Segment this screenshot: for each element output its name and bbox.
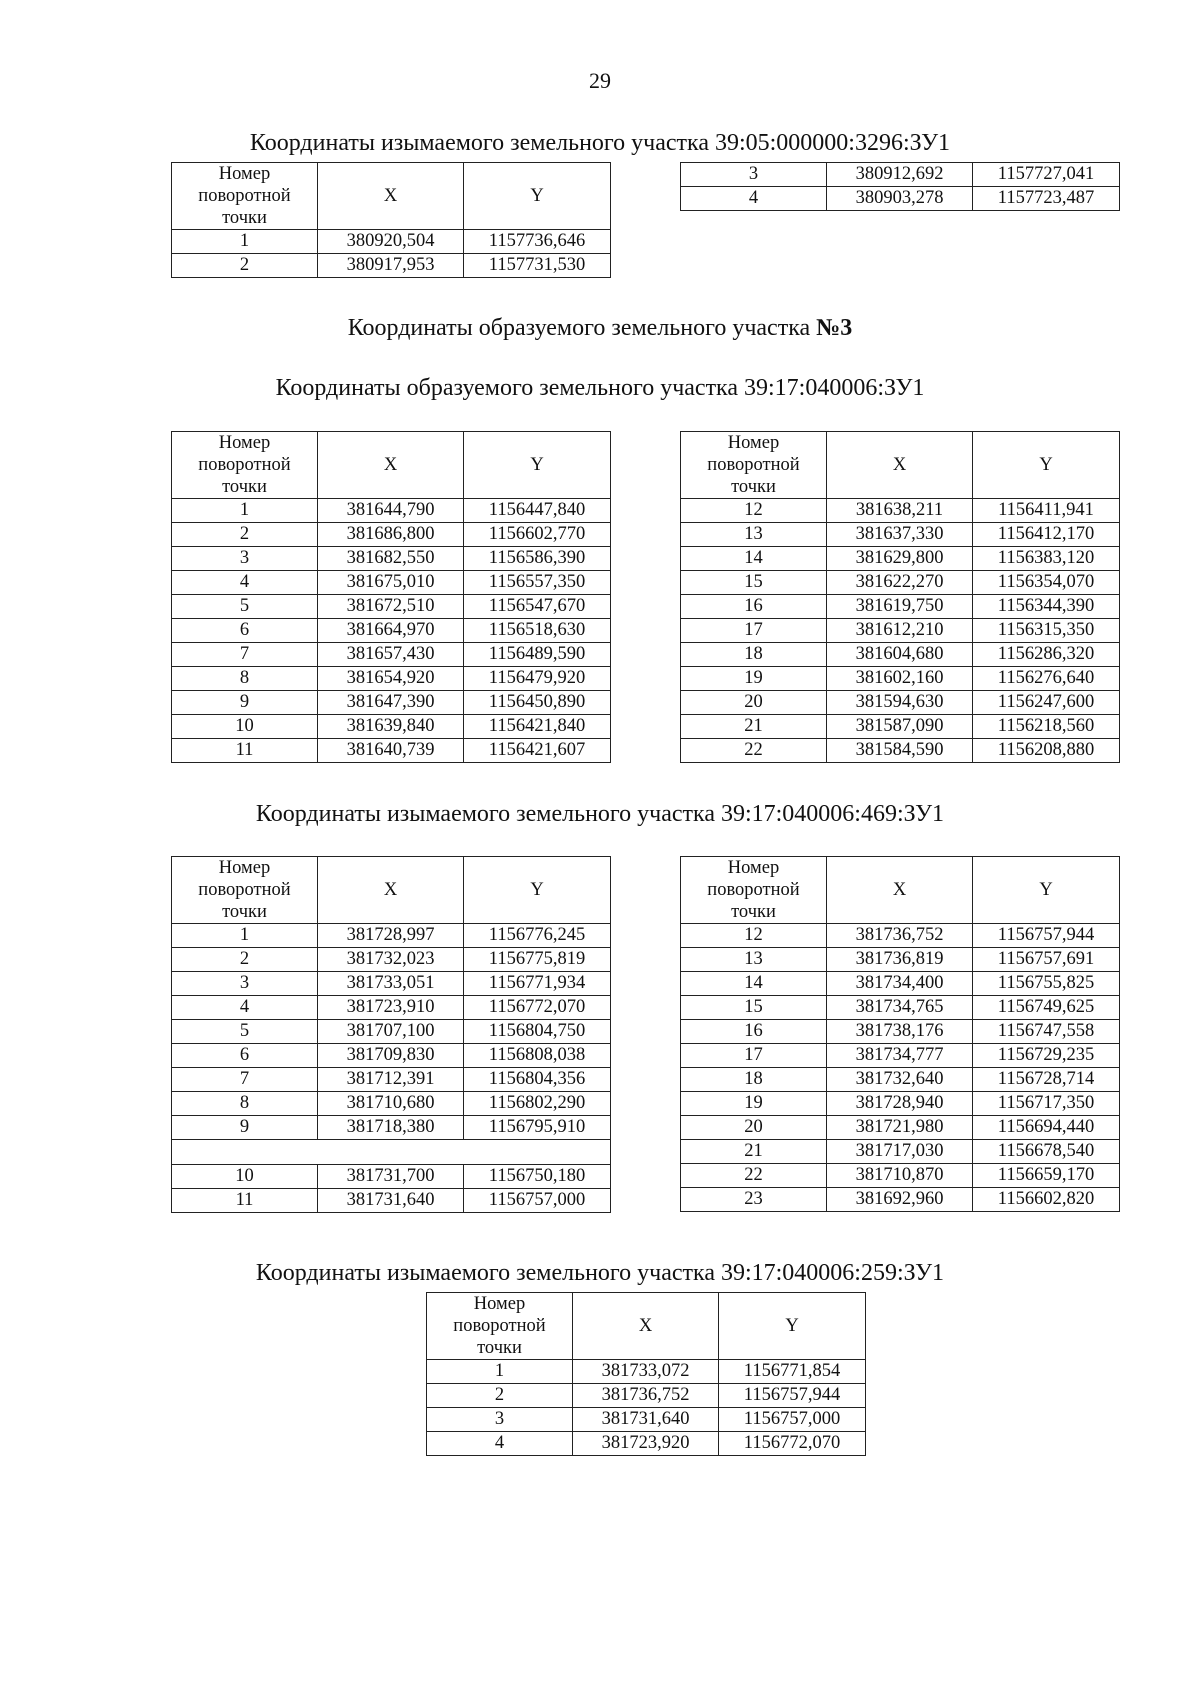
y-cell: 1156286,320 xyxy=(973,643,1120,667)
table-row xyxy=(681,187,1120,211)
header-x: X xyxy=(318,432,464,499)
table-row xyxy=(681,571,1120,595)
table-row xyxy=(427,1360,866,1384)
y-cell: 1156808,038 xyxy=(464,1044,611,1068)
point-number-cell: 1 xyxy=(172,499,318,523)
x-cell: 381686,800 xyxy=(318,523,464,547)
y-cell: 1156757,000 xyxy=(464,1189,611,1213)
x-cell: 381622,270 xyxy=(827,571,973,595)
table-row xyxy=(172,1092,611,1116)
point-number-cell: 23 xyxy=(681,1188,827,1212)
table-row xyxy=(681,996,1120,1020)
table-row xyxy=(172,230,611,254)
table-469-left xyxy=(171,856,611,1213)
header-y: Y xyxy=(464,432,611,499)
table-row xyxy=(681,163,1120,187)
x-cell: 381732,640 xyxy=(827,1068,973,1092)
section-title-259: Координаты изымаемого земельного участка 39:17:040006:259:ЗУ1 xyxy=(255,1260,945,1286)
x-cell: 381657,430 xyxy=(318,643,464,667)
point-number-cell: 11 xyxy=(172,739,318,763)
table-row xyxy=(681,1188,1120,1212)
table-row xyxy=(172,499,611,523)
y-cell: 1156749,625 xyxy=(973,996,1120,1020)
x-cell: 380903,278 xyxy=(827,187,973,211)
table-row xyxy=(172,739,611,763)
x-cell: 381734,400 xyxy=(827,972,973,996)
header-x: X xyxy=(827,857,973,924)
header-x: X xyxy=(318,163,464,230)
table-row xyxy=(172,1068,611,1092)
point-number-cell: 9 xyxy=(172,1116,318,1140)
table-row xyxy=(681,1044,1120,1068)
x-cell: 381672,510 xyxy=(318,595,464,619)
x-cell: 381736,752 xyxy=(827,924,973,948)
point-number-cell: 3 xyxy=(172,547,318,571)
point-number-cell: 16 xyxy=(681,595,827,619)
x-cell: 381717,030 xyxy=(827,1140,973,1164)
y-cell: 1156479,920 xyxy=(464,667,611,691)
header-y: Y xyxy=(464,857,611,924)
x-cell: 381584,590 xyxy=(827,739,973,763)
y-cell: 1156315,350 xyxy=(973,619,1120,643)
y-cell: 1156518,630 xyxy=(464,619,611,643)
y-cell: 1156489,590 xyxy=(464,643,611,667)
header-point-number: Номер поворотной точки xyxy=(172,163,318,230)
x-cell: 381733,072 xyxy=(573,1360,719,1384)
table-row xyxy=(172,571,611,595)
page-number: 29 xyxy=(589,68,611,93)
table-row xyxy=(681,1020,1120,1044)
point-number-cell: 3 xyxy=(427,1408,573,1432)
y-cell: 1156729,235 xyxy=(973,1044,1120,1068)
table-row xyxy=(681,924,1120,948)
point-number-cell: 6 xyxy=(172,619,318,643)
x-cell: 380917,953 xyxy=(318,254,464,278)
point-number-cell: 21 xyxy=(681,715,827,739)
point-number-cell: 18 xyxy=(681,643,827,667)
point-number-cell: 7 xyxy=(172,643,318,667)
y-cell: 1156804,750 xyxy=(464,1020,611,1044)
section-title-no3: Координаты образуемого земельного участка №3 xyxy=(347,315,853,341)
table-body xyxy=(172,499,611,763)
y-cell: 1156276,640 xyxy=(973,667,1120,691)
point-number-cell: 20 xyxy=(681,1116,827,1140)
table-body xyxy=(427,1360,866,1456)
x-cell: 381728,997 xyxy=(318,924,464,948)
point-number-cell: 10 xyxy=(172,1165,318,1189)
x-cell: 381712,391 xyxy=(318,1068,464,1092)
y-cell: 1156383,120 xyxy=(973,547,1120,571)
table-gap xyxy=(172,1140,611,1165)
table-row xyxy=(172,715,611,739)
point-number-cell: 2 xyxy=(172,523,318,547)
table-row xyxy=(681,595,1120,619)
x-cell: 381647,390 xyxy=(318,691,464,715)
point-number-cell: 4 xyxy=(681,187,827,211)
y-cell: 1156728,714 xyxy=(973,1068,1120,1092)
table-row xyxy=(172,948,611,972)
x-cell: 381707,100 xyxy=(318,1020,464,1044)
table-row xyxy=(427,1432,866,1456)
y-cell: 1157727,041 xyxy=(973,163,1120,187)
point-number-cell: 10 xyxy=(172,715,318,739)
y-cell: 1156602,820 xyxy=(973,1188,1120,1212)
table-body xyxy=(172,924,611,1140)
y-cell: 1156776,245 xyxy=(464,924,611,948)
table-row xyxy=(681,972,1120,996)
y-cell: 1156757,944 xyxy=(719,1384,866,1408)
table-row xyxy=(681,1164,1120,1188)
point-number-cell: 15 xyxy=(681,571,827,595)
header-y: Y xyxy=(973,432,1120,499)
table-040006-zu1-right xyxy=(680,431,1120,763)
table-259 xyxy=(426,1292,866,1456)
x-cell: 381723,920 xyxy=(573,1432,719,1456)
table-row xyxy=(172,1044,611,1068)
table-row xyxy=(681,1092,1120,1116)
header-x: X xyxy=(827,432,973,499)
point-number-cell: 3 xyxy=(172,972,318,996)
y-cell: 1156659,170 xyxy=(973,1164,1120,1188)
header-y: Y xyxy=(464,163,611,230)
x-cell: 381710,680 xyxy=(318,1092,464,1116)
x-cell: 381736,819 xyxy=(827,948,973,972)
table-row xyxy=(681,691,1120,715)
x-cell: 381721,980 xyxy=(827,1116,973,1140)
table-row xyxy=(172,523,611,547)
y-cell: 1156411,941 xyxy=(973,499,1120,523)
header-y: Y xyxy=(973,857,1120,924)
y-cell: 1156247,600 xyxy=(973,691,1120,715)
y-cell: 1156412,170 xyxy=(973,523,1120,547)
y-cell: 1156586,390 xyxy=(464,547,611,571)
y-cell: 1156771,934 xyxy=(464,972,611,996)
header-point-number: Номер поворотной точки xyxy=(681,432,827,499)
point-number-cell: 4 xyxy=(172,996,318,1020)
y-cell: 1156218,560 xyxy=(973,715,1120,739)
y-cell: 1156795,910 xyxy=(464,1116,611,1140)
table-row xyxy=(172,1116,611,1140)
table-040006-zu1-left xyxy=(171,431,611,763)
point-number-cell: 19 xyxy=(681,667,827,691)
y-cell: 1156450,890 xyxy=(464,691,611,715)
x-cell: 381675,010 xyxy=(318,571,464,595)
point-number-cell: 19 xyxy=(681,1092,827,1116)
y-cell: 1156750,180 xyxy=(464,1165,611,1189)
x-cell: 381731,700 xyxy=(318,1165,464,1189)
table-row xyxy=(681,739,1120,763)
table-row xyxy=(681,715,1120,739)
table-row xyxy=(172,972,611,996)
point-number-cell: 7 xyxy=(172,1068,318,1092)
point-number-cell: 2 xyxy=(172,948,318,972)
point-number-cell: 3 xyxy=(681,163,827,187)
y-cell: 1156757,944 xyxy=(973,924,1120,948)
point-number-cell: 1 xyxy=(172,230,318,254)
table-row xyxy=(172,691,611,715)
x-cell: 381731,640 xyxy=(318,1189,464,1213)
table-header xyxy=(681,432,1120,499)
point-number-cell: 6 xyxy=(172,1044,318,1068)
header-x: X xyxy=(573,1293,719,1360)
point-number-cell: 2 xyxy=(427,1384,573,1408)
table-body xyxy=(681,499,1120,763)
y-cell: 1156547,670 xyxy=(464,595,611,619)
y-cell: 1156804,356 xyxy=(464,1068,611,1092)
y-cell: 1156775,819 xyxy=(464,948,611,972)
section-title-469: Координаты изымаемого земельного участка 39:17:040006:469:ЗУ1 xyxy=(255,801,945,827)
point-number-cell: 1 xyxy=(427,1360,573,1384)
x-cell: 381587,090 xyxy=(827,715,973,739)
table-row xyxy=(427,1408,866,1432)
header-point-number: Номер поворотной точки xyxy=(681,857,827,924)
table-body xyxy=(681,163,1120,211)
x-cell: 381710,870 xyxy=(827,1164,973,1188)
x-cell: 381619,750 xyxy=(827,595,973,619)
header-x: X xyxy=(318,857,464,924)
section-title-3296: Координаты изымаемого земельного участка 39:05:000000:3296:ЗУ1 xyxy=(249,130,951,156)
table-row xyxy=(681,643,1120,667)
table-row xyxy=(427,1384,866,1408)
table-row xyxy=(681,1068,1120,1092)
x-cell: 381612,210 xyxy=(827,619,973,643)
table-row xyxy=(172,1189,611,1213)
table-row xyxy=(172,643,611,667)
x-cell: 381637,330 xyxy=(827,523,973,547)
header-point-number: Номер поворотной точки xyxy=(427,1293,573,1360)
table-header xyxy=(172,432,611,499)
point-number-cell: 12 xyxy=(681,924,827,948)
point-number-cell: 11 xyxy=(172,1189,318,1213)
point-number-cell: 16 xyxy=(681,1020,827,1044)
y-cell: 1156772,070 xyxy=(464,996,611,1020)
point-number-cell: 14 xyxy=(681,972,827,996)
table-row xyxy=(681,619,1120,643)
x-cell: 381718,380 xyxy=(318,1116,464,1140)
table-row xyxy=(172,1020,611,1044)
table-3296-right xyxy=(680,162,1120,211)
table-row xyxy=(681,523,1120,547)
y-cell: 1156717,350 xyxy=(973,1092,1120,1116)
point-number-cell: 15 xyxy=(681,996,827,1020)
y-cell: 1156421,840 xyxy=(464,715,611,739)
point-number-cell: 4 xyxy=(172,571,318,595)
blank-row xyxy=(172,1140,611,1165)
point-number-cell: 18 xyxy=(681,1068,827,1092)
y-cell: 1156802,290 xyxy=(464,1092,611,1116)
y-cell: 1156757,691 xyxy=(973,948,1120,972)
point-number-cell: 1 xyxy=(172,924,318,948)
x-cell: 381594,630 xyxy=(827,691,973,715)
y-cell: 1156208,880 xyxy=(973,739,1120,763)
table-header xyxy=(427,1293,866,1360)
table-row xyxy=(172,1165,611,1189)
x-cell: 380912,692 xyxy=(827,163,973,187)
y-cell: 1157731,530 xyxy=(464,254,611,278)
point-number-cell: 9 xyxy=(172,691,318,715)
table-row xyxy=(681,948,1120,972)
table-body xyxy=(681,924,1120,1212)
x-cell: 381736,752 xyxy=(573,1384,719,1408)
x-cell: 381644,790 xyxy=(318,499,464,523)
table-header xyxy=(172,163,611,230)
x-cell: 381723,910 xyxy=(318,996,464,1020)
table-header xyxy=(172,857,611,924)
table-header xyxy=(681,857,1120,924)
table-row xyxy=(172,547,611,571)
y-cell: 1156557,350 xyxy=(464,571,611,595)
point-number-cell: 17 xyxy=(681,619,827,643)
x-cell: 381638,211 xyxy=(827,499,973,523)
y-cell: 1156447,840 xyxy=(464,499,611,523)
x-cell: 381682,550 xyxy=(318,547,464,571)
table-469-right xyxy=(680,856,1120,1212)
point-number-cell: 22 xyxy=(681,739,827,763)
y-cell: 1156747,558 xyxy=(973,1020,1120,1044)
point-number-cell: 2 xyxy=(172,254,318,278)
x-cell: 381728,940 xyxy=(827,1092,973,1116)
table-row xyxy=(172,996,611,1020)
x-cell: 381709,830 xyxy=(318,1044,464,1068)
x-cell: 381654,920 xyxy=(318,667,464,691)
y-cell: 1156694,440 xyxy=(973,1116,1120,1140)
table-row xyxy=(681,667,1120,691)
x-cell: 381731,640 xyxy=(573,1408,719,1432)
x-cell: 381734,765 xyxy=(827,996,973,1020)
x-cell: 381664,970 xyxy=(318,619,464,643)
table-row xyxy=(681,1116,1120,1140)
y-cell: 1156602,770 xyxy=(464,523,611,547)
point-number-cell: 12 xyxy=(681,499,827,523)
point-number-cell: 14 xyxy=(681,547,827,571)
point-number-cell: 5 xyxy=(172,1020,318,1044)
x-cell: 381602,160 xyxy=(827,667,973,691)
x-cell: 381738,176 xyxy=(827,1020,973,1044)
y-cell: 1156421,607 xyxy=(464,739,611,763)
x-cell: 381639,840 xyxy=(318,715,464,739)
header-y: Y xyxy=(719,1293,866,1360)
point-number-cell: 5 xyxy=(172,595,318,619)
x-cell: 381692,960 xyxy=(827,1188,973,1212)
y-cell: 1156771,854 xyxy=(719,1360,866,1384)
y-cell: 1157736,646 xyxy=(464,230,611,254)
y-cell: 1157723,487 xyxy=(973,187,1120,211)
y-cell: 1156678,540 xyxy=(973,1140,1120,1164)
table-row xyxy=(681,1140,1120,1164)
table-body xyxy=(172,230,611,278)
point-number-cell: 21 xyxy=(681,1140,827,1164)
x-cell: 381734,777 xyxy=(827,1044,973,1068)
point-number-cell: 17 xyxy=(681,1044,827,1068)
section-title-040006-zu1: Координаты образуемого земельного участка 39:17:040006:ЗУ1 xyxy=(275,375,925,401)
point-number-cell: 8 xyxy=(172,667,318,691)
table-row xyxy=(172,254,611,278)
point-number-cell: 8 xyxy=(172,1092,318,1116)
point-number-cell: 4 xyxy=(427,1432,573,1456)
point-number-cell: 13 xyxy=(681,948,827,972)
table-row xyxy=(172,619,611,643)
point-number-cell: 13 xyxy=(681,523,827,547)
table-row xyxy=(172,667,611,691)
table-row xyxy=(172,924,611,948)
x-cell: 381604,680 xyxy=(827,643,973,667)
x-cell: 380920,504 xyxy=(318,230,464,254)
point-number-cell: 22 xyxy=(681,1164,827,1188)
point-number-cell: 20 xyxy=(681,691,827,715)
table-3296-left xyxy=(171,162,611,278)
header-point-number: Номер поворотной точки xyxy=(172,857,318,924)
table-row xyxy=(681,499,1120,523)
y-cell: 1156354,070 xyxy=(973,571,1120,595)
y-cell: 1156772,070 xyxy=(719,1432,866,1456)
y-cell: 1156344,390 xyxy=(973,595,1120,619)
x-cell: 381732,023 xyxy=(318,948,464,972)
x-cell: 381640,739 xyxy=(318,739,464,763)
table-row xyxy=(681,547,1120,571)
x-cell: 381733,051 xyxy=(318,972,464,996)
table-row xyxy=(172,595,611,619)
x-cell: 381629,800 xyxy=(827,547,973,571)
header-point-number: Номер поворотной точки xyxy=(172,432,318,499)
y-cell: 1156755,825 xyxy=(973,972,1120,996)
table-body xyxy=(172,1165,611,1213)
y-cell: 1156757,000 xyxy=(719,1408,866,1432)
